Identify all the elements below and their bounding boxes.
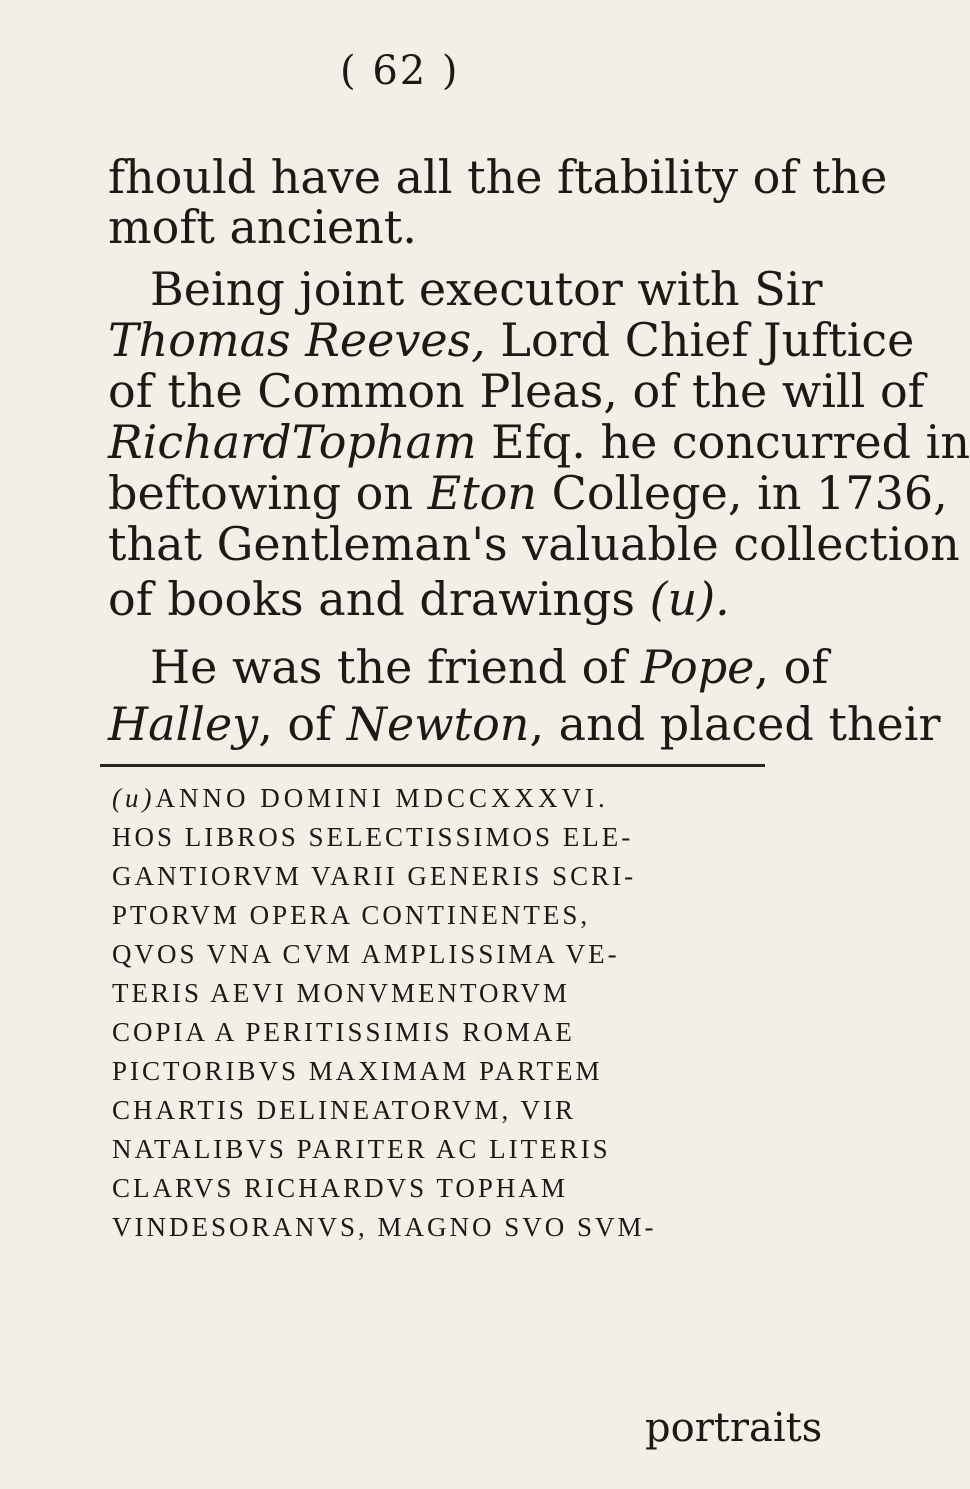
footnote-line-4: PTORVM OPERA CONTINENTES, (112, 900, 591, 930)
name-pope: Pope (640, 640, 755, 694)
footnote-line-8: PICTORIBVS MAXIMAM PARTEM (112, 1056, 603, 1086)
text-line-4: Thomas Reeves, Lord Chief Juftice (108, 313, 915, 367)
footnote-line-2: HOS LIBROS SELECTISSIMOS ELE- (112, 822, 634, 852)
name-halley: Halley (108, 697, 259, 751)
name-eton: Eton (427, 466, 537, 520)
footnote-line-1: (u) ANNO DOMINI MDCCXXXVI. (112, 780, 767, 816)
text-line-2: moft ancient. (108, 200, 417, 254)
name-thomas-reeves: Thomas Reeves, (108, 313, 486, 367)
text-line-1: fhould have all the ftability of the (108, 150, 888, 204)
footnote-line-12: VINDESORANVS, MAGNO SVO SVM- (112, 1212, 657, 1242)
text-line-7: beftowing on Eton College, in 1736, (108, 466, 948, 520)
footnote-line-10: NATALIBVS PARITER AC LITERIS (112, 1134, 611, 1164)
name-newton: Newton (346, 697, 530, 751)
text-line-11: Halley, of Newton, and placed their (108, 697, 941, 751)
footnote-rule (100, 764, 765, 767)
footnote-line-11: CLARVS RICHARDVS TOPHAM (112, 1173, 568, 1203)
footnote-line-6: TERIS AEVI MONVMENTORVM (112, 978, 570, 1008)
text-line-6: RichardTopham Efq. he concurred in (108, 415, 970, 469)
catchword: portraits (645, 1405, 823, 1451)
footnote-line-7: COPIA A PERITISSIMIS ROMAE (112, 1017, 575, 1047)
text-line-5: of the Common Pleas, of the will of (108, 364, 925, 418)
footnote-marker: (u) (112, 783, 156, 813)
text-line-9: of books and drawings (u). (108, 572, 730, 626)
footnote-line-3: GANTIORVM VARII GENERIS SCRI- (112, 861, 637, 891)
text-line-10: He was the friend of Pope, of (150, 640, 829, 694)
page-number: ( 62 ) (340, 48, 460, 94)
footnote-line-5: QVOS VNA CVM AMPLISSIMA VE- (112, 939, 620, 969)
footnote-line-9: CHARTIS DELINEATORVM, VIR (112, 1095, 576, 1125)
text-line-3: Being joint executor with Sir (150, 262, 823, 316)
footnote-reference: (u). (649, 572, 730, 626)
name-richard-topham: RichardTopham (108, 415, 477, 469)
text-line-8: that Gentleman's valuable collection (108, 517, 960, 571)
